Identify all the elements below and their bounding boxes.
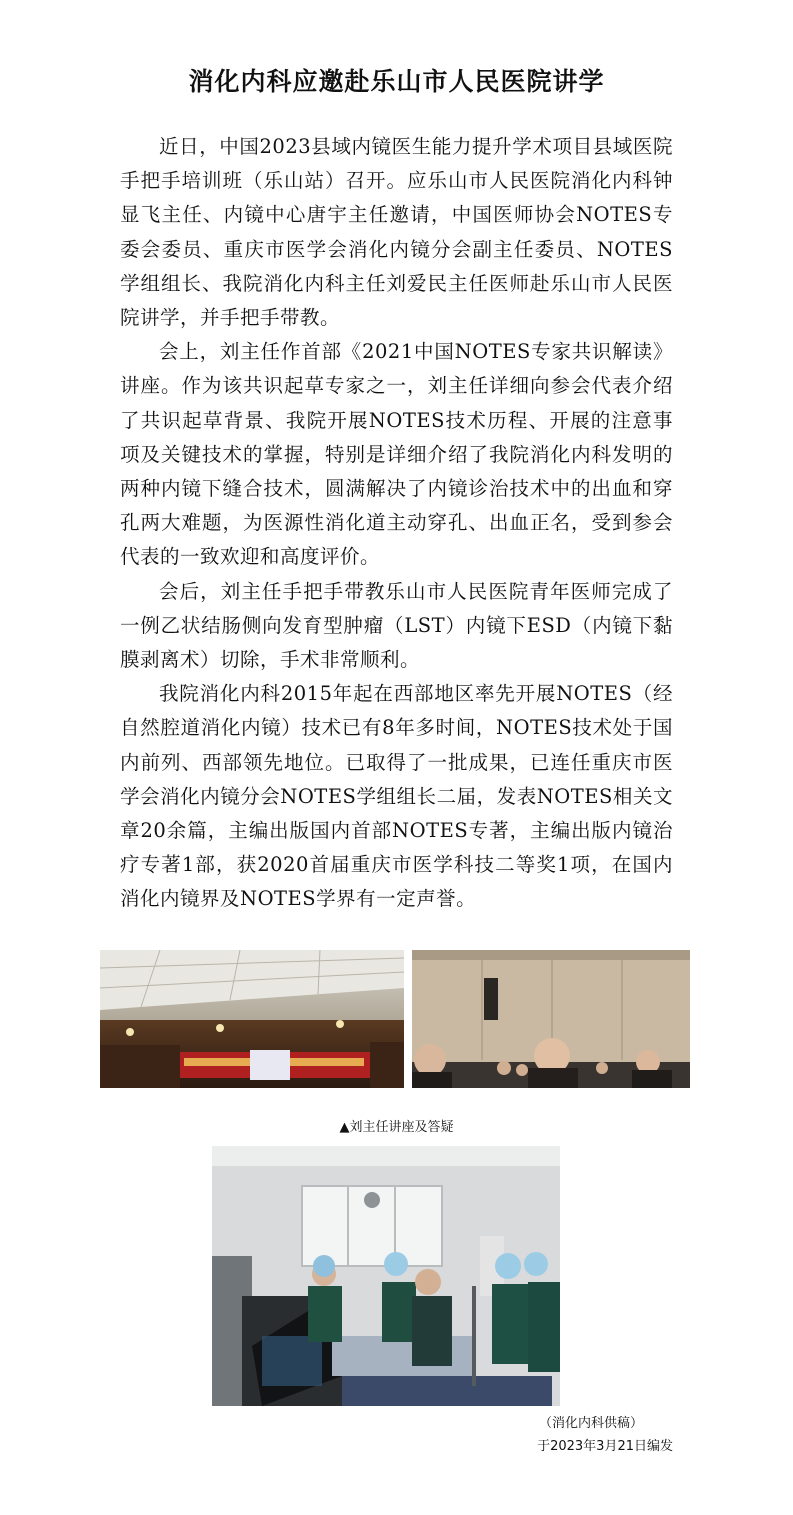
article-title: 消化内科应邀赴乐山市人民医院讲学 <box>188 67 605 96</box>
photo-caption: ▲刘主任讲座及答疑 <box>339 1120 454 1135</box>
article-body <box>120 130 673 917</box>
publish-date: 于2023年3月21日编发 <box>537 1439 673 1454</box>
paragraph-4: 我院消化内科2015年起在西部地区率先开展NOTES（经自然腔道消化内镜）技术已有8年多时间，NOTES技术处于国内前列、西部领先地位。已取得了一批成果，已连任重庆市医学会消化内镜分会NOTES学组组长二届，发表NOTES相关文章20余篇，主编出版国内首部NOTES专著，主编出版内镜治疗专著1部，获2020首届重庆市医学科技二等奖1项，在国内消化内镜界及NOTES学界有一定声誉。 <box>120 682 673 911</box>
audience-qa-photo <box>412 950 690 1088</box>
operation-room-photo <box>212 1146 560 1406</box>
paragraph-3: 会后，刘主任手把手带教乐山市人民医院青年医师完成了一例乙状结肠侧向发育型肿瘤（LST）内镜下ESD（内镜下黏膜剥离术）切除，手术非常顺利。 <box>120 579 673 672</box>
paragraph-1: 近日，中国2023县域内镜医生能力提升学术项目县域医院手把手培训班（乐山站）召开。应乐山市人民医院消化内科钟显飞主任、内镜中心唐宇主任邀请，中国医师协会NOTES专委会委员、重庆市医学会消化内镜分会副主任委员、NOTES学组组长、我院消化内科主任刘爱民主任医师赴乐山市人民医院讲学，并手把手带教。 <box>120 135 673 330</box>
credit-line: （消化内科供稿） <box>538 1416 643 1431</box>
paragraph-2: 会上，刘主任作首部《2021中国NOTES专家共识解读》讲座。作为该共识起草专家之一，刘主任详细向参会代表介绍了共识起草背景、我院开展NOTES技术历程、开展的注意事项及关键技术的掌握，特别是详细介绍了我院消化内科发明的两种内镜下缝合技术，圆满解决了内镜诊治技术中的出血和穿孔两大难题，为医源性消化道主动穿孔、出血正名，受到参会代表的一致欢迎和高度评价。 <box>120 340 673 569</box>
lecture-hall-photo <box>100 950 404 1088</box>
